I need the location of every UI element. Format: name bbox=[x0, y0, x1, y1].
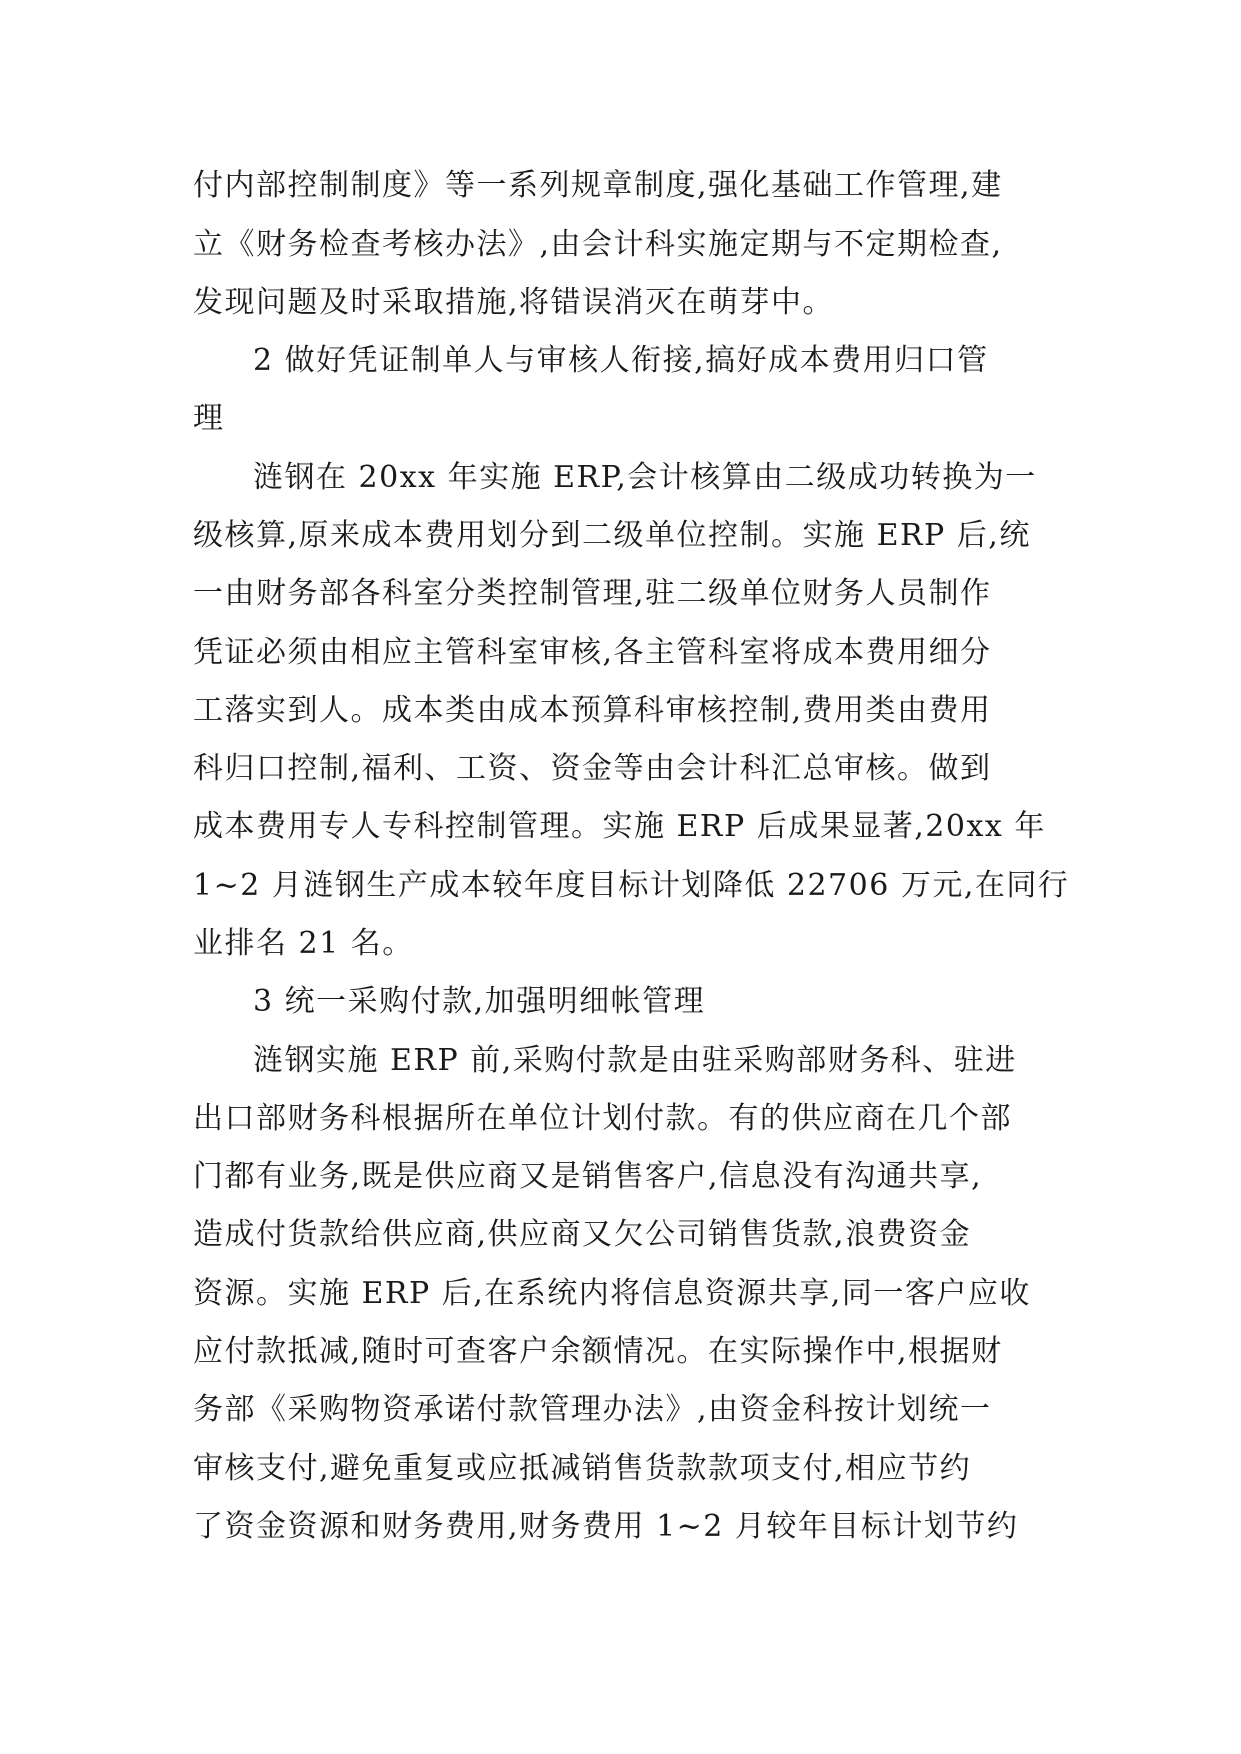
text-line: 成本费用专人专科控制管理。实施 ERP 后成果显著,20xx 年 bbox=[193, 809, 1046, 844]
text-line: 门都有业务,既是供应商又是销售客户,信息没有沟通共享, bbox=[193, 1159, 983, 1194]
text-line: 发现问题及时采取措施,将错误消灭在萌芽中。 bbox=[193, 285, 835, 320]
paragraph-start: 涟钢实施 ERP 前,采购付款是由驻采购部财务科、驻进 bbox=[253, 1043, 1017, 1078]
text-line: 付内部控制制度》等一系列规章制度,强化基础工作管理,建 bbox=[193, 168, 1003, 203]
text-line: 工落实到人。成本类由成本预算科审核控制,费用类由费用 bbox=[193, 693, 992, 728]
text-line: 出口部财务科根据所在单位计划付款。有的供应商在几个部 bbox=[193, 1101, 1012, 1136]
text-line: 造成付货款给供应商,供应商又欠公司销售货款,浪费资金 bbox=[193, 1217, 972, 1252]
section-heading-continuation: 理 bbox=[193, 401, 225, 436]
section-heading: 2 做好凭证制单人与审核人衔接,搞好成本费用归口管 bbox=[253, 343, 989, 378]
text-line: 了资金资源和财务费用,财务费用 1~2 月较年目标计划节约 bbox=[193, 1509, 1019, 1544]
paragraph-start: 涟钢在 20xx 年实施 ERP,会计核算由二级成功转换为一 bbox=[253, 460, 1037, 495]
section-heading: 3 统一采购付款,加强明细帐管理 bbox=[253, 984, 706, 1019]
text-line: 级核算,原来成本费用划分到二级单位控制。实施 ERP 后,统 bbox=[193, 518, 1031, 553]
text-line: 业排名 21 名。 bbox=[193, 926, 414, 961]
text-line: 审核支付,避免重复或应抵减销售货款款项支付,相应节约 bbox=[193, 1451, 972, 1486]
text-line: 凭证必须由相应主管科室审核,各主管科室将成本费用细分 bbox=[193, 635, 992, 670]
text-line: 务部《采购物资承诺付款管理办法》,由资金科按计划统一 bbox=[193, 1392, 992, 1427]
text-line: 应付款抵减,随时可查客户余额情况。在实际操作中,根据财 bbox=[193, 1334, 1003, 1369]
text-line: 立《财务检查考核办法》,由会计科实施定期与不定期检查, bbox=[193, 227, 1003, 262]
text-line: 一由财务部各科室分类控制管理,驻二级单位财务人员制作 bbox=[193, 576, 992, 611]
text-line: 科归口控制,福利、工资、资金等由会计科汇总审核。做到 bbox=[193, 751, 992, 786]
text-line: 1~2 月涟钢生产成本较年度目标计划降低 22706 万元,在同行 bbox=[193, 868, 1070, 903]
text-line: 资源。实施 ERP 后,在系统内将信息资源共享,同一客户应收 bbox=[193, 1276, 1031, 1311]
